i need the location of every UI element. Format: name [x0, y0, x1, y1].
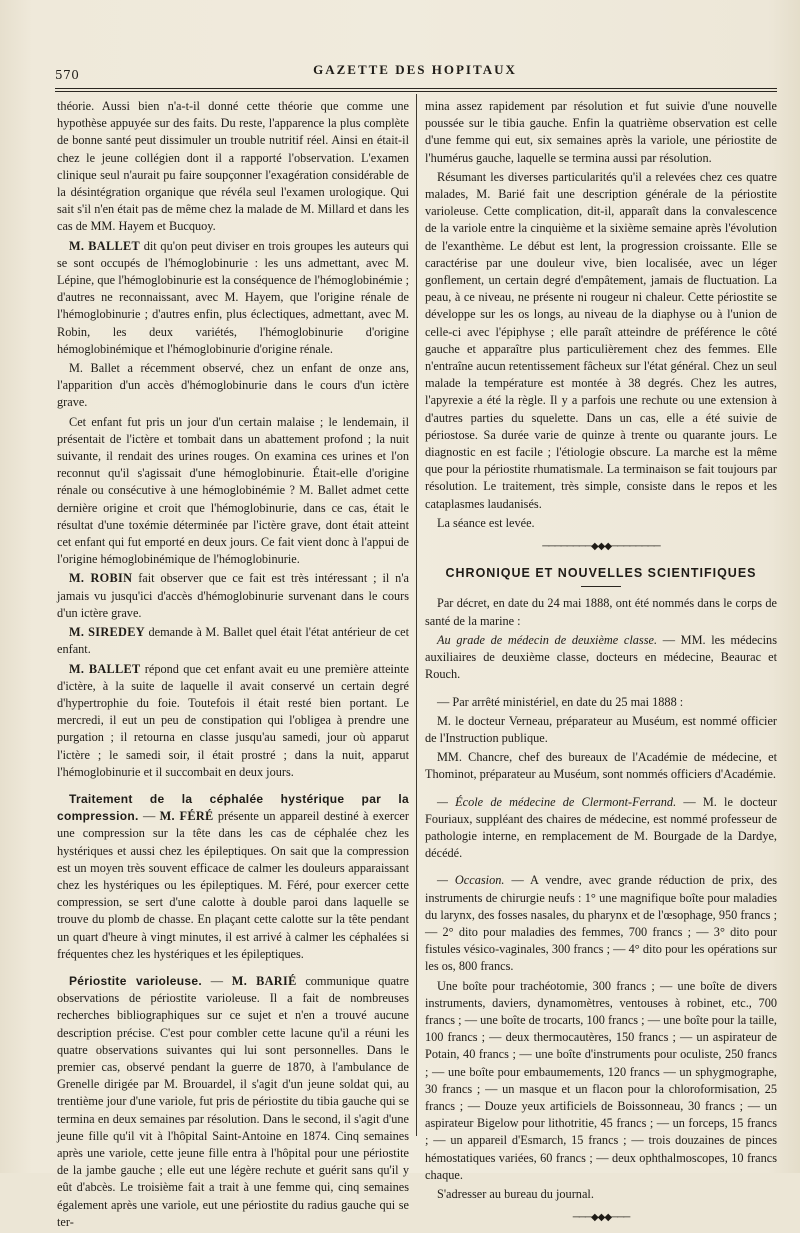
- paragraph: [57, 661, 409, 781]
- speaker-name: M. BALLET: [69, 238, 140, 253]
- paragraph: M. le docteur Verneau, préparateur au Muséum, est nommé officier de l'Instruction publique.: [425, 713, 777, 745]
- paragraph: Résumant les diverses particularités qu'il a relevées chez ces quatre malades, M. Barié fait une description générale de la périostite varioleuse. Cette complication, dit-il, apparaît dans la convalescence de la variole entre la cinquième et la sixième semaine après l'évolution de l'exanthème. Le début est lent, la progression croissante. Elle se caractérise par une douleur vive, bien localisée, avec un léger gonflement, un certain degré d'empâtement, jamais de fluctuation. La peau, à ce niveau, ne présente ni rougeur ni chaleur. Cette périostite se développe sur les os longs, au niveau de la diaphyse ou à l'union de celle-ci avec l'épiphyse ; elle paraît atteindre de préférence le côté gauche et apparaître plus particulièrement chez des femmes. Elle n'entraîne aucun retentissement fâcheux sur l'état général. Chez un seul malade la température est montée à 38 degrés. Chez les autres, l'apyrexie a été la règle. Il y a parfois une rechute ou une extension à d'autres parties du squelette. Dans un cas, elle a été suivie de périostose. Sa durée varie de quinze à trente ou quarante jours. Le diagnostic en est facile ; l'étiologie obscure. La marche est la même que pour la périostite rhumatismale. La terminaison se fait toujours par résolution. Le traitement, très simple, consiste dans le repos et les cataplasmes laudanisés.: [425, 169, 777, 511]
- paragraph: Périostite varioleuse. — M. BARIÉ communique quatre observations de périostite varioleuse. Il a fait de nombreuses recherches bibliographiques sur ce sujet et n'en a trouvé aucune description précise. C'est pour combler cette lacune qu'il a réuni les quatre observations suivantes qui lui sont personnelles. Dans le premier cas, observé pendant la guerre de 1870, à l'ambulance de Grenelle dirigée par M. Brouardel, il s'agit d'un jeune soldat qui, au trentième jour d'une variole, fut pris de périostite du tibia gauche qui se termina en deux semaines par résolution. Dans le second, il s'agit d'une jeune fille qu'il vit à l'hôpital Saint-Antoine en 1874. Cinq semaines après une variole, cette jeune fille entra à l'hôpital pour une périostite de la jambe gauche ; elle eut une légère rechute et guérit sans qu'il y eût d'abcès. Le troisième fait a trait à une femme qui, cinq semaines également après une variole, eut une périostite du radius gauche qui se ter-: [57, 973, 409, 1229]
- paragraph: mina assez rapidement par résolution et fut suivie d'une nouvelle poussée sur le tibia gauche. Enfin la quatrième observation est celle d'une femme qui eut, six semaines après la variole, une périostite de l'humérus gauche, laquelle se termina aussi par résolution.: [425, 99, 777, 165]
- speaker-name: M. ROBIN: [69, 571, 133, 586]
- paragraph-text: présente un appareil destiné à exercer une compression sur la tête dans les cas de céphalée chez les hystériques et aussi chez les épileptiques. On sait que la compression est un moyen très souvent efficace de calmer les douleurs apparaissant chez les hystériques ou les épileptiques. M. Féré, pour exercer cette compression, se sert d'une calotte à double paroi dans laquelle se trouve du plomb de chasse. En plaçant cette calotte sur la tête pendant un quart d'heure à vingt minutes, il est arrivé à calmer les céphalées si fréquentes chez les hystériques et les épileptiques.: [57, 809, 409, 961]
- chronicle-heading: CHRONIQUE ET NOUVELLES SCIENTIFIQUES: [445, 566, 757, 581]
- paragraph: [425, 794, 777, 863]
- paragraph-text: répond que cet enfant avait eu une première atteinte d'ictère, à la suite de laquelle il avait conservé un certain degré d'hypertrophie du foie. Toutefois il était resté bien portant. Le mercredi, il eut un peu de constipation qui l'obligea à prendre une purgation ; il retourna en classe jusqu'au samedi, jour où apparut l'ictère ; le samedi soir, il était prostré ; dans la nuit, apparut l'hémoglobinurie et il succombait en deux jours.: [57, 661, 409, 779]
- paragraph-text: fait observer que ce fait est très intéressant ; il n'a jamais vu jusqu'ici d'accès d'hémoglobinurie survenant dans le cours d'un ictère grave.: [57, 571, 410, 620]
- paragraph: La séance est levée.: [437, 515, 535, 530]
- paragraph: théorie. Aussi bien n'a-t-il donné cette théorie que comme une hypothèse appuyée sur des faits. Du reste, l'apparence la plus complète de bonne santé peut dissimuler un trouble nutritif réel. Ainsi en était-il chez le jeune collégien dont il a rapporté l'observation. L'examen clinique seul n'aurait pu faire soupçonner l'exagération considérable de la désintégration organique que révéla seul l'examen urologique. Qui sait s'il n'en était pas de même chez la malade de M. Millard et dans les cas de MM. Hayem et Bucquoy.: [57, 99, 409, 234]
- paragraph: MM. Chancre, chef des bureaux de l'Académie de médecine, et Thominot, préparateur au Muséum, sont nommés officiers d'Académie.: [425, 750, 777, 782]
- header-rule: [55, 88, 777, 89]
- running-title: GAZETTE DES HOPITAUX: [313, 62, 517, 77]
- paragraph-text: demande à M. Ballet quel était l'état antérieur de cet enfant.: [57, 625, 409, 657]
- header-rule-double: [55, 91, 777, 92]
- italic-lead: — Occasion.: [437, 873, 505, 888]
- section-title: Traitement de la céphalée hystérique par la compression.: [57, 791, 409, 824]
- page-header: [55, 58, 775, 88]
- paragraph-text: — A vendre, avec grande réduction de prix, des instruments de chirurgie neufs : 1° une magnifique boîte pour maladies du larynx, des fosses nasales, du pharynx et de l'œsophage, 950 francs ; — 2° dito pour maladies des femmes, 700 francs ; — 3° dito pour fistules vésico-vaginales, 300 francs ; — 4° dito pour les opérations sur les os, 800 francs.: [425, 873, 777, 974]
- paragraph: — Par arrêté ministériel, en date du 25 mai 1888 :: [437, 694, 684, 709]
- paragraph-text: communique quatre observations de périostite varioleuse. Il a fait de nombreuses recherches bibliographiques sur ce sujet et n'en a trouvé aucune description précise. C'est pour combler cette lacune qu'il a réuni les quatre observations suivantes qui lui sont personnelles. Dans le premier cas, observé pendant la guerre de 1870, à l'ambulance de Grenelle dirigée par M. Brouardel, il s'agit d'un jeune soldat qui, au trentième jour d'une variole, fut pris de périostite du tibia gauche qui se termina en deux semaines par résolution. Dans le second, il s'agit d'une jeune fille qu'il vit à l'hôpital Saint-Antoine en 1874. Cinq semaines après une variole, cette jeune fille entra à l'hôpital pour une périostite de la jambe gauche ; elle eut une légère rechute et guérit sans qu'il y eût d'abcès. Le troisième fait a trait à une femme qui, cinq semaines également après une variole, eut une périostite du radius gauche qui se ter-: [57, 973, 409, 1229]
- paragraph: [57, 624, 409, 658]
- paragraph-text: — MM. les médecins auxiliaires de deuxième classe, docteurs en médecine, Beaurac et Rouch.: [425, 632, 777, 682]
- speaker-name: M. BALLET: [69, 661, 141, 676]
- italic-lead: Au grade de médecin de deuxième classe.: [437, 632, 658, 647]
- paragraph-text: — M. le docteur Fouriaux, suppléant des chaires de médecine, est nommé professeur de pathologie interne, en remplacement de M. Bourgade de la Dardye, décédé.: [425, 794, 777, 861]
- paragraph: [57, 570, 409, 622]
- left-column: [57, 98, 409, 1233]
- paragraph-text: dit qu'on peut diviser en trois groupes les auteurs qui se sont occupés de l'hémoglobinurie : les uns admettant, avec M. Lépine, que l'hémoglobinurie est la conséquence de l'hémoglobinémie ; d'autres ne reconnaissant, avec M. Hayem, que l'origine rénale de l'hémoglobinurie ; d'autres enfin, plus éclectiques, admettant, avec M. Robin, les deux variétés, l'hémoglobinurie d'origine hémoglobinémique et l'hémoglobinurie d'origine rénale.: [57, 238, 409, 356]
- section-title: Périostite varioleuse.: [69, 973, 202, 988]
- paragraph: Une boîte pour trachéotomie, 300 francs ; — une boîte de divers instruments, daviers, dynamomètres, ventouses à robinet, etc., 700 francs ; — une boîte de trocarts, 100 francs ; — une boîte pour la taille, 100 francs ; — deux thermocautères, 150 francs ; — un aspirateur de Potain, 40 francs ; — une boîte d'instruments pour oculiste, 250 francs ; — une boîte pour embaumements, 120 francs — un sphygmographe, 30 francs ; — un masque et un flacon pour la chloroformisation, 25 francs ; — Douze yeux artificiels de Boissonneau, 30 francs ; — un aspirateur Bigelow pour lithotritie, 45 francs ; — un forceps, 15 francs ; — un appareil d'Esmarch, 15 francs ; — trois douzaines de pinces hémostatiques variées, 60 francs ; — deux ophthalmoscopes, 10 francs chaque.: [425, 978, 777, 1182]
- page-number: 570: [55, 68, 80, 82]
- paragraph: Cet enfant fut pris un jour d'un certain malaise ; le lendemain, il présentait de l'ictère et tombait dans un abattement profond ; la nuit suivante, il rendait des urines rouges. On examina ces urines et l'on reconnut qu'il s'agissait d'une hémoglobinurie. Était-elle d'origine rénale ou consécutive à une hémoglobinémie ? M. Ballet admet cette dernière origine et croit que l'hémoglobinurie, dans ce cas, était le résultat d'une toxémie déterminée par l'ictère grave, dont était atteint cet enfant qui fut emporté en deux jours. Ce fait vient donc à l'appui de l'origine hémoglobinémique de l'hémoglobinurie.: [57, 414, 409, 567]
- paragraph: [57, 238, 409, 358]
- heading-rule: [581, 586, 621, 587]
- speaker-name: M. BARIÉ: [231, 973, 297, 988]
- paragraph: Par décret, en date du 24 mai 1888, ont été nommés dans le corps de santé de la marine :: [425, 596, 777, 628]
- paragraph: S'adresser au bureau du journal.: [437, 1186, 594, 1201]
- ornament-divider: ────────◆◆◆────────: [542, 541, 660, 553]
- italic-lead: — École de médecine de Clermont-Ferrand.: [437, 794, 677, 809]
- paragraph: Traitement de la céphalée hystérique par la compression. — M. FÉRÉ présente un appareil destiné à exercer une compression sur la tête dans les cas de céphalée chez les hystériques et aussi chez les épileptiques. On sait que la compression est un moyen très souvent efficace de calmer les douleurs apparaissant chez les hystériques ou les épileptiques. M. Féré, pour exercer cette compression, se sert d'une calotte à double paroi dans laquelle se trouve du plomb de chasse. En plaçant cette calotte sur la tête pendant un quart d'heure à vingt minutes, il est arrivé à calmer les céphalées si fréquentes chez les hystériques et les épileptiques.: [57, 791, 409, 961]
- right-column: [425, 98, 777, 1232]
- speaker-name: M. SIREDEY: [69, 625, 145, 640]
- paragraph: [425, 872, 777, 975]
- paragraph: M. Ballet a récemment observé, chez un enfant de onze ans, l'apparition d'un accès d'hémoglobinurie dans le cours d'un ictère grave.: [57, 361, 409, 410]
- speaker-name: M. FÉRÉ: [159, 809, 214, 824]
- ornament-divider: ───◆◆◆───: [572, 1212, 630, 1224]
- column-divider: [416, 94, 417, 1136]
- paragraph: [425, 632, 777, 684]
